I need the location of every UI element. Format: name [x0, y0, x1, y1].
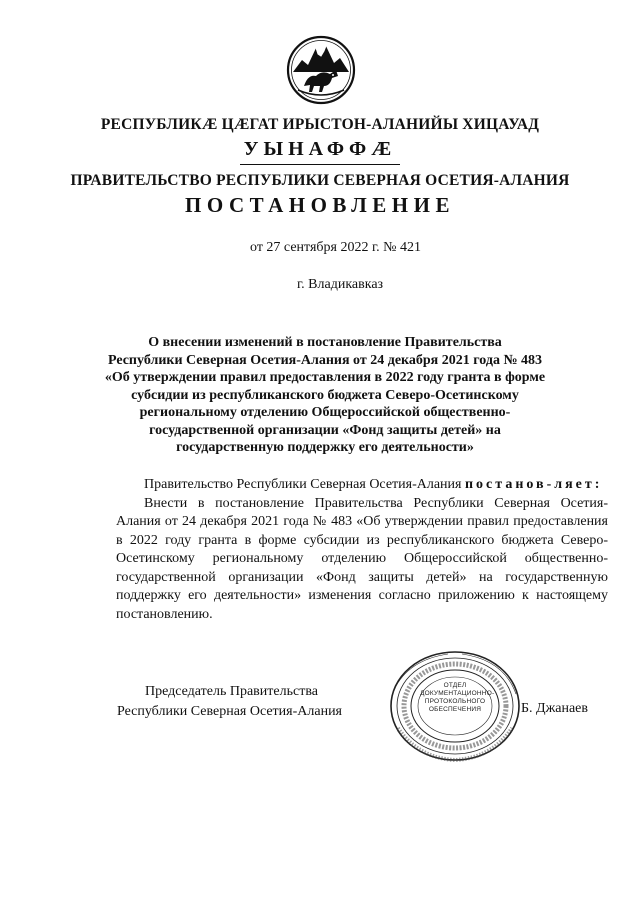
resolve-prefix: Правительство Республики Северная Осетия-Алания	[144, 477, 465, 492]
subject-line: региональному отделению Общероссийской общественно-	[139, 405, 511, 420]
coat-of-arms-emblem	[286, 34, 356, 106]
subject-line: О внесении изменений в постановление Правительства	[148, 335, 502, 350]
document-body	[116, 476, 608, 624]
subject-line: государственной организации «Фонд защиты детей» на	[149, 422, 501, 438]
stamp-line: ДОКУМЕНТАЦИОННО-	[420, 690, 495, 697]
subject-line: субсидии из республиканского бюджета Северо-Осетинскому	[131, 387, 519, 403]
document-date-number: от 27 сентября 2022 г. № 421	[250, 240, 421, 255]
stamp-line: ПРОТОКОЛЬНОГО	[424, 698, 486, 705]
resolve-word: постанов-ляет:	[464, 477, 603, 492]
ossetian-document-type: УЫНАФФÆ	[243, 138, 397, 160]
signatory-title-line: Председатель Правительства	[145, 684, 318, 699]
russian-government-heading: ПРАВИТЕЛЬСТВО РЕСПУБЛИКИ СЕВЕРНАЯ ОСЕТИЯ-АЛАНИЯ	[70, 172, 570, 189]
signatory-name: Б. Джанаев	[521, 701, 589, 716]
stamp-inner-text	[420, 682, 495, 714]
document-subject	[95, 334, 555, 457]
stamp-line: ОТДЕЛ	[443, 682, 467, 689]
document-city: г. Владикавказ	[297, 277, 384, 292]
ossetian-government-heading: РЕСПУБЛИКÆ ЦÆГАТ ИРЫСТОН-АЛАНИЙЫ ХИЦАУАД	[100, 116, 540, 133]
russian-document-type: ПОСТАНОВЛЕНИЕ	[185, 193, 455, 217]
stamp-line: ОБЕСПЕЧЕНИЯ	[428, 706, 482, 713]
signatory-title	[117, 682, 342, 722]
heading-underline	[240, 164, 400, 165]
signatory-title-line: Республики Северная Осетия-Алания	[117, 704, 342, 719]
subject-line: Республики Северная Осетия-Алания от 24 декабря 2021 года № 483	[107, 352, 543, 368]
main-paragraph: Внести в постановление Правительства Республики Северная Осетия-Алания от 24 декабря 2021 года № 483 «Об утверждении правил предоставления в 2022 году гранта в форме субсидии из республиканского бюджета Северо-Осетинскому региональному отделению Общероссийской общественно-государственной организации «Фонд защиты детей» на государственную поддержку его деятельности» изменения согласно приложению к настоящему постановлению.	[116, 495, 608, 622]
subject-line: «Об утверждении правил предоставления в 2022 году гранта в форме	[104, 370, 546, 385]
resolve-paragraph	[116, 476, 608, 495]
subject-line: государственную поддержку его деятельности»	[176, 440, 474, 455]
